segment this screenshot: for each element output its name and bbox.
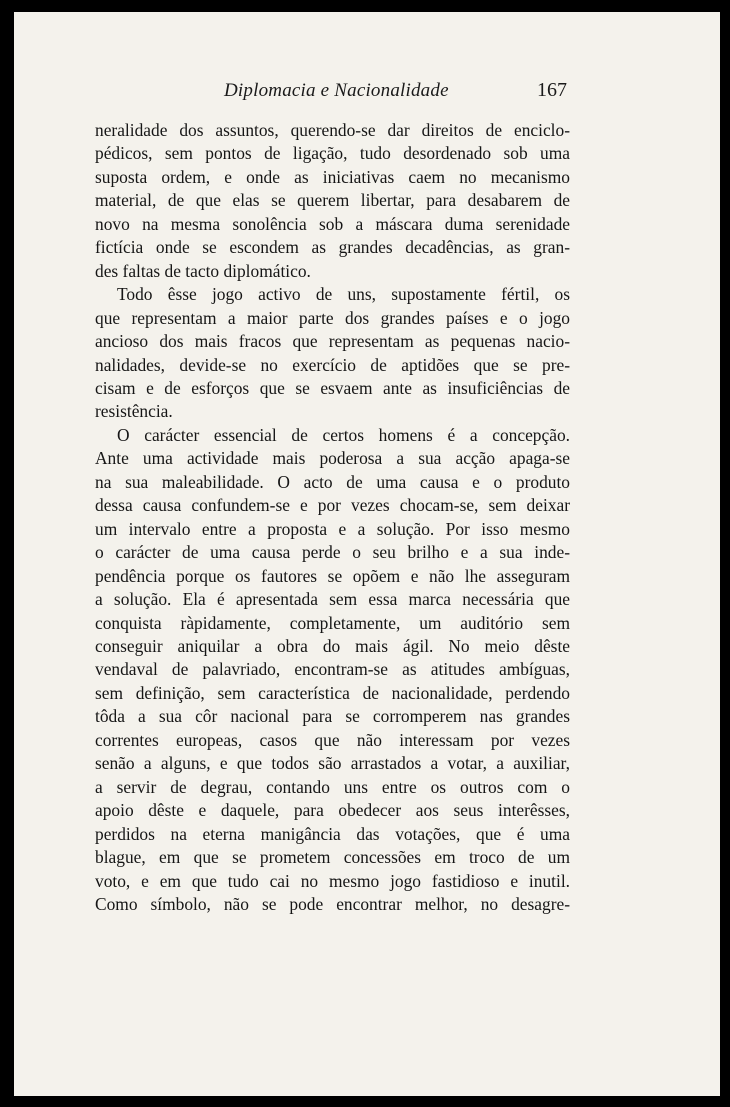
text-line: cisam e de esforços que se esvaem ante as insuficiências de [95, 377, 570, 398]
paragraph [95, 119, 570, 283]
text-line: vendaval de palavriado, encontram-se as atitudes ambíguas, [95, 659, 570, 680]
text-line: correntes europeas, casos que não interessam por vezes [95, 729, 570, 750]
page-number: 167 [537, 79, 567, 101]
text-line: apoio dêste e daquele, para obedecer aos seus interêsses, [95, 800, 570, 821]
paragraph [95, 283, 570, 424]
text-line: Como símbolo, não se pode encontrar melhor, no desagre- [95, 893, 570, 914]
book-page [14, 12, 720, 1096]
text-line: fictícia onde se escondem as grandes decadências, as gran- [95, 237, 570, 258]
text-line: novo na mesma sonolência sob a máscara duma serenidade [95, 213, 570, 234]
text-line: neralidade dos assuntos, querendo-se dar direitos de enciclo- [95, 120, 570, 140]
text-line: conseguir aniquilar a obra do mais ágil. No meio dêste [95, 635, 570, 656]
body-text [95, 119, 570, 916]
text-line: pendência porque os fautores se opõem e não lhe asseguram [95, 565, 570, 586]
text-line: Todo êsse jogo activo de uns, supostamente fértil, os [117, 284, 570, 305]
text-line: senão a alguns, e que todos são arrastados a votar, a auxiliar, [95, 753, 570, 774]
text-line: nalidades, devide-se no exercício de aptidões que se pre- [95, 354, 570, 375]
text-line: tôda a sua côr nacional para se corromperem nas grandes [95, 706, 570, 727]
text-line: na sua maleabilidade. O acto de uma causa e o produto [95, 471, 570, 492]
text-line: sem definição, sem característica de nacionalidade, perdendo [95, 682, 570, 703]
text-line: suposta ordem, e onde as iniciativas caem no mecanismo [95, 166, 570, 187]
text-line: des faltas de tacto diplomático. [95, 260, 311, 281]
text-line: que representam a maior parte dos grandes países e o jogo [95, 307, 570, 328]
text-line: dessa causa confundem-se e por vezes chocam-se, sem deixar [95, 495, 570, 516]
text-line: resistência. [95, 401, 173, 422]
text-line: O carácter essencial de certos homens é a concepção. [117, 424, 570, 445]
text-line: pédicos, sem pontos de ligação, tudo desordenado sob uma [95, 143, 570, 164]
paragraph [95, 424, 570, 917]
text-line: a solução. Ela é apresentada sem essa marca necessária que [95, 589, 570, 610]
text-line: o carácter de uma causa perde o seu brilho e a sua inde- [95, 542, 570, 563]
text-line: Ante uma actividade mais poderosa a sua acção apaga-se [95, 448, 570, 469]
text-line: blague, em que se prometem concessões em troco de um [95, 847, 570, 868]
text-line: voto, e em que tudo cai no mesmo jogo fastidioso e inutil. [95, 870, 570, 891]
text-line: material, de que elas se querem libertar, para desabarem de [95, 190, 570, 211]
text-line: a servir de degrau, contando uns entre os outros com o [95, 776, 570, 797]
page-header [14, 80, 720, 110]
text-line: um intervalo entre a proposta e a solução. Por isso mesmo [95, 518, 570, 539]
running-title: Diplomacia e Nacionalidade [224, 80, 449, 101]
text-line: perdidos na eterna manigância das votações, que é uma [95, 823, 570, 844]
text-line: ancioso dos mais fracos que representam as pequenas nacio- [95, 331, 570, 352]
text-line: conquista ràpidamente, completamente, um auditório sem [95, 612, 570, 633]
